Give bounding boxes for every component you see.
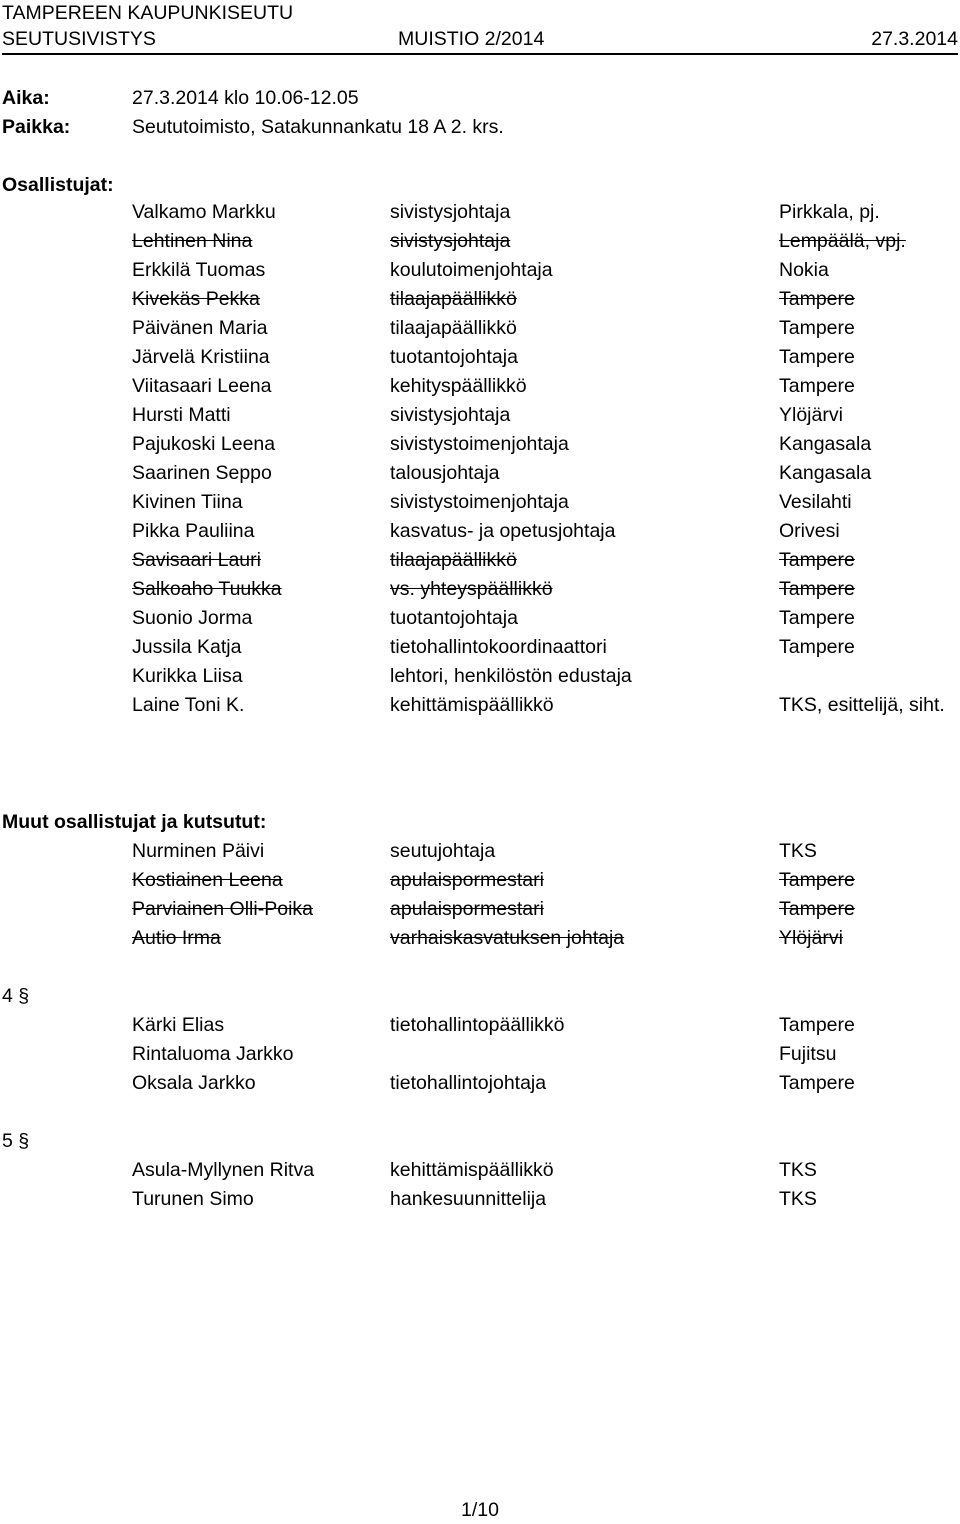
participant-name: Savisaari Lauri bbox=[132, 549, 261, 571]
participant-org: TKS, esittelijä, siht. bbox=[779, 694, 945, 716]
participant-row bbox=[132, 517, 960, 546]
participant-title: apulaispormestari bbox=[390, 898, 544, 920]
participant-org: Tampere bbox=[779, 346, 855, 368]
participant-row bbox=[132, 866, 960, 895]
participant-name: Laine Toni K. bbox=[132, 694, 245, 716]
participant-org: Tampere bbox=[779, 869, 855, 891]
header-line bbox=[2, 26, 958, 52]
participant-title: seutujohtaja bbox=[390, 840, 496, 862]
participant-name: Salkoaho Tuukka bbox=[132, 578, 282, 600]
participant-row bbox=[132, 285, 960, 314]
place-value: Seututoimisto, Satakunnankatu 18 A 2. krs. bbox=[132, 116, 504, 138]
participant-title: tietohallintokoordinaattori bbox=[390, 636, 607, 658]
participant-title: koulutoimenjohtaja bbox=[390, 259, 553, 281]
participant-name: Erkkilä Tuomas bbox=[132, 259, 266, 281]
participant-row bbox=[132, 1011, 960, 1040]
participant-title: tuotantojohtaja bbox=[390, 346, 518, 368]
others-heading: Muut osallistujat ja kutsutut: bbox=[2, 811, 267, 833]
meeting-meta bbox=[2, 84, 504, 142]
participant-title: lehtori, henkilöstön edustaja bbox=[390, 665, 632, 687]
participant-org: Pirkkala, pj. bbox=[779, 201, 880, 223]
time-row bbox=[2, 84, 504, 113]
header-rule bbox=[2, 53, 958, 55]
participant-name: Nurminen Päivi bbox=[132, 840, 265, 862]
participant-row bbox=[132, 314, 960, 343]
others-list bbox=[132, 837, 960, 953]
participant-title: sivistysjohtaja bbox=[390, 201, 511, 223]
participant-name: Kostiainen Leena bbox=[132, 869, 283, 891]
participant-row bbox=[132, 546, 960, 575]
participant-name: Kurikka Liisa bbox=[132, 665, 243, 687]
participant-row bbox=[132, 633, 960, 662]
participant-title: tuotantojohtaja bbox=[390, 607, 518, 629]
participant-org: Vesilahti bbox=[779, 491, 852, 513]
participant-row bbox=[132, 430, 960, 459]
participant-name: Turunen Simo bbox=[132, 1188, 254, 1210]
participant-title: varhaiskasvatuksen johtaja bbox=[390, 927, 625, 949]
participant-org: Tampere bbox=[779, 549, 855, 571]
time-value: 27.3.2014 klo 10.06-12.05 bbox=[132, 87, 359, 109]
participant-title: tietohallintojohtaja bbox=[390, 1072, 547, 1094]
section-4-label: 4 § bbox=[2, 985, 30, 1007]
participant-title: tilaajapäällikkö bbox=[390, 317, 517, 339]
participant-row bbox=[132, 401, 960, 430]
participant-name: Autio Irma bbox=[132, 927, 221, 949]
memo-date: 27.3.2014 bbox=[871, 28, 958, 50]
participant-name: Valkamo Markku bbox=[132, 201, 276, 223]
participants-heading: Osallistujat: bbox=[2, 174, 114, 196]
participant-title: apulaispormestari bbox=[390, 869, 544, 891]
participant-name: Päivänen Maria bbox=[132, 317, 268, 339]
section-4-list bbox=[132, 1011, 960, 1098]
participant-row bbox=[132, 924, 960, 953]
participant-name: Oksala Jarkko bbox=[132, 1072, 256, 1094]
time-label: Aika: bbox=[2, 87, 50, 109]
participant-org: Fujitsu bbox=[779, 1043, 837, 1065]
participant-name: Suonio Jorma bbox=[132, 607, 253, 629]
participant-org: Ylöjärvi bbox=[779, 404, 843, 426]
participant-row bbox=[132, 1156, 960, 1185]
participant-org: Tampere bbox=[779, 636, 855, 658]
participant-name: Kärki Elias bbox=[132, 1014, 225, 1036]
place-label: Paikka: bbox=[2, 116, 71, 138]
participant-name: Kivekäs Pekka bbox=[132, 288, 260, 310]
participant-org: TKS bbox=[779, 1188, 817, 1210]
participant-title: sivistystoimenjohtaja bbox=[390, 491, 569, 513]
participant-row bbox=[132, 837, 960, 866]
participant-row bbox=[132, 198, 960, 227]
participant-row bbox=[132, 372, 960, 401]
participant-title: talousjohtaja bbox=[390, 462, 500, 484]
participant-org: Lempäälä, vpj. bbox=[779, 230, 906, 252]
participant-row bbox=[132, 691, 960, 720]
participant-row bbox=[132, 256, 960, 285]
section-5-label: 5 § bbox=[2, 1130, 30, 1152]
participant-name: Jussila Katja bbox=[132, 636, 242, 658]
participant-row bbox=[132, 575, 960, 604]
participant-name: Viitasaari Leena bbox=[132, 375, 272, 397]
participant-name: Pajukoski Leena bbox=[132, 433, 276, 455]
participant-row bbox=[132, 227, 960, 256]
participant-title: sivistystoimenjohtaja bbox=[390, 433, 569, 455]
participant-row bbox=[132, 343, 960, 372]
unit-name: SEUTUSIVISTYS bbox=[2, 28, 156, 50]
participant-org: Tampere bbox=[779, 1014, 855, 1036]
participant-org: TKS bbox=[779, 840, 817, 862]
participant-title: tietohallintopäällikkö bbox=[390, 1014, 565, 1036]
participant-title: kehityspäällikkö bbox=[390, 375, 527, 397]
participants-list bbox=[132, 198, 960, 720]
participant-name: Pikka Pauliina bbox=[132, 520, 255, 542]
participant-title: sivistysjohtaja bbox=[390, 404, 511, 426]
participant-row bbox=[132, 488, 960, 517]
participant-org: Tampere bbox=[779, 898, 855, 920]
participant-org: TKS bbox=[779, 1159, 817, 1181]
participant-name: Asula-Myllynen Ritva bbox=[132, 1159, 315, 1181]
participant-title: tilaajapäällikkö bbox=[390, 549, 517, 571]
participant-name: Hursti Matti bbox=[132, 404, 231, 426]
participant-org: Ylöjärvi bbox=[779, 927, 843, 949]
participant-row bbox=[132, 1185, 960, 1214]
participant-title: kehittämispäällikkö bbox=[390, 1159, 554, 1181]
organization-name: TAMPEREEN KAUPUNKISEUTU bbox=[2, 2, 294, 24]
participant-title: vs. yhteyspäällikkö bbox=[390, 578, 553, 600]
participant-org: Tampere bbox=[779, 375, 855, 397]
document-header bbox=[2, 0, 958, 55]
participant-org: Tampere bbox=[779, 578, 855, 600]
place-row bbox=[2, 113, 504, 142]
participant-org: Orivesi bbox=[779, 520, 840, 542]
participant-name: Rintaluoma Jarkko bbox=[132, 1043, 294, 1065]
participant-name: Järvelä Kristiina bbox=[132, 346, 270, 368]
participant-org: Nokia bbox=[779, 259, 829, 281]
participant-title: tilaajapäällikkö bbox=[390, 288, 517, 310]
participant-row bbox=[132, 662, 960, 691]
participant-org: Tampere bbox=[779, 1072, 855, 1094]
participant-org: Kangasala bbox=[779, 433, 872, 455]
participant-row bbox=[132, 1069, 960, 1098]
participant-org: Kangasala bbox=[779, 462, 872, 484]
participant-name: Kivinen Tiina bbox=[132, 491, 243, 513]
participant-row bbox=[132, 604, 960, 633]
section-5-list bbox=[132, 1156, 960, 1214]
participant-org: Tampere bbox=[779, 317, 855, 339]
participant-title: sivistysjohtaja bbox=[390, 230, 511, 252]
participant-org: Tampere bbox=[779, 607, 855, 629]
participant-row bbox=[132, 895, 960, 924]
participant-row bbox=[132, 1040, 960, 1069]
participant-title: kasvatus- ja opetusjohtaja bbox=[390, 520, 616, 542]
participant-name: Parviainen Olli-Poika bbox=[132, 898, 313, 920]
participant-row bbox=[132, 459, 960, 488]
participant-org: Tampere bbox=[779, 288, 855, 310]
participant-name: Saarinen Seppo bbox=[132, 462, 272, 484]
memo-number: MUISTIO 2/2014 bbox=[398, 28, 545, 50]
participant-title: kehittämispäällikkö bbox=[390, 694, 554, 716]
page-number: 1/10 bbox=[461, 1499, 499, 1521]
participant-title: hankesuunnittelija bbox=[390, 1188, 547, 1210]
participant-name: Lehtinen Nina bbox=[132, 230, 253, 252]
